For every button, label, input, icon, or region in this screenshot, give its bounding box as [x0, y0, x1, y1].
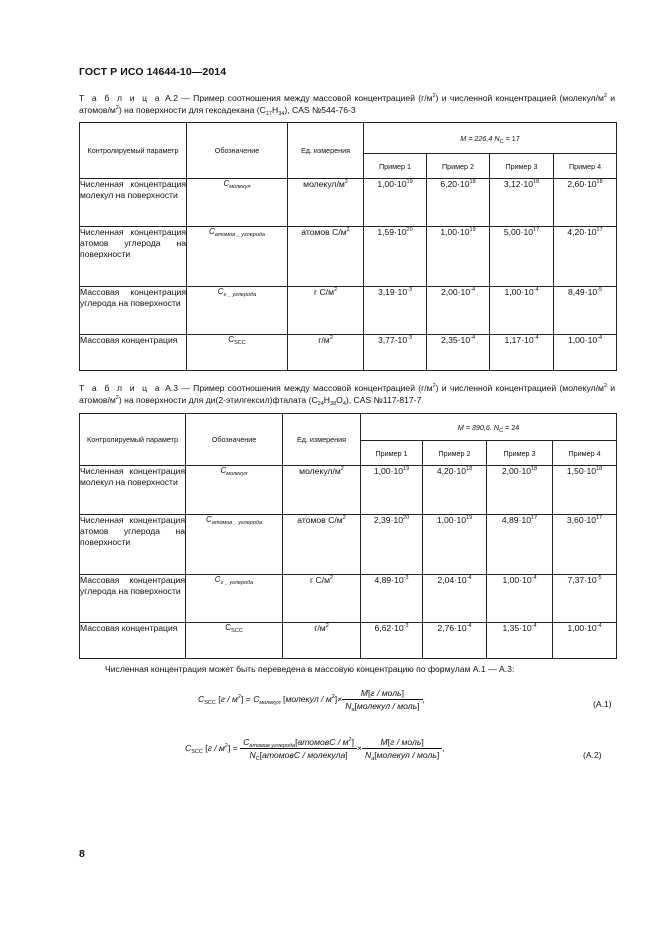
caption-text: и атомов/м — [79, 93, 616, 115]
value-exponent: -4 — [596, 623, 602, 629]
table-a3 — [79, 413, 617, 659]
value-exponent: -4 — [597, 335, 603, 341]
col-header-unit: Ед. измерения — [283, 414, 361, 466]
value-mantissa: 2,39·10 — [373, 515, 404, 525]
conversion-note: Численная концентрация может быть переведена в массовую концентрацию по формулам А.1 — А.3: — [105, 664, 515, 674]
formula-symbol: N — [249, 750, 256, 760]
value-cell — [427, 287, 490, 335]
value-cell — [487, 515, 553, 575]
table-a2-caption — [79, 93, 615, 116]
caption-lead: Т а б л и ц а — [79, 93, 162, 103]
value-mantissa: 1,59·10 — [377, 227, 407, 237]
formula-a2: $C_{SCC}$ $[г / м^2]$ = $\frac{C_{атомов углерода}[атомовС / м^2]}{N_C[атомовС / молекула]}$ × $\frac{\text{M[г / моль]}}{N_a[молекул / моль]}$ , — [185, 737, 445, 762]
value-cell — [361, 515, 423, 575]
value-exponent: -4 — [466, 623, 472, 629]
row-symbol — [187, 287, 288, 335]
unit-sup: 2 — [325, 623, 329, 629]
mass-header — [364, 123, 617, 154]
caption-sup: 2 — [432, 93, 436, 99]
value-mantissa: 2,04·10 — [437, 575, 467, 585]
value-exponent: -4 — [470, 335, 476, 341]
value-exponent: 18 — [531, 466, 538, 472]
caption-sup: 2 — [115, 394, 119, 401]
example-header: Пример 1 — [361, 441, 423, 466]
row-param: Массовая концентрация — [80, 335, 187, 371]
symbol-main: C — [214, 575, 221, 584]
formula-unit: г / м — [207, 742, 225, 753]
row-unit — [283, 515, 361, 575]
row-param: Массовая концентрация углерода на поверхности — [80, 575, 186, 623]
caption-text: ) и численной концентрацией — [435, 383, 557, 393]
row-symbol — [186, 466, 283, 515]
symbol-sub: SCC — [231, 628, 243, 634]
value-cell — [487, 623, 553, 659]
value-exponent: -4 — [466, 575, 472, 581]
caption-number: А.3 — [165, 383, 178, 393]
caption-text: H — [271, 104, 279, 115]
caption-lead: Т а б л и ц а — [79, 383, 162, 393]
value-mantissa: 1,00·10 — [436, 515, 467, 525]
formula-sup: 2 — [331, 693, 335, 700]
value-exponent: 18 — [533, 179, 540, 185]
caption-text: ) на поверхности для ди(2-этилгексил)фталата (C — [118, 394, 318, 405]
formula-symbol: M — [380, 737, 388, 747]
formula-sub: C — [255, 756, 260, 762]
formula-unit: г / моль — [370, 688, 402, 698]
unit-sup: 2 — [333, 287, 338, 293]
col-header-param: Контролируемый параметр — [80, 123, 187, 179]
symbol-main: C — [208, 227, 215, 236]
row-param: Численная концентрация атомов углерода на поверхности — [80, 515, 186, 575]
formula-unit: молекул / моль — [356, 701, 418, 711]
row-symbol — [187, 335, 288, 371]
table-row — [80, 575, 617, 623]
unit-text: молекул/м — [303, 179, 345, 189]
table-row — [80, 466, 617, 515]
value-exponent: -3 — [407, 287, 413, 293]
formula-a1: $C_{SCC}$ $[г / м^2] = C_{молекул}$ [молекул / $м^2]\times$ $\frac{\text{M[г / моль]}}{N_a[молекул / моль]}$ , — [198, 688, 425, 713]
value-exponent: 17 — [531, 515, 538, 521]
caption-sub: 17 — [265, 110, 272, 117]
value-cell — [427, 335, 490, 371]
unit-text: атомов С/м — [297, 515, 343, 525]
formula-sub: SCC — [204, 699, 216, 706]
value-exponent: 20 — [406, 227, 413, 233]
document-header: ГОСТ Р ИСО 14644-10—2014 — [79, 66, 227, 78]
formula-symbol: C — [198, 693, 205, 704]
symbol-sub: молекул — [226, 471, 248, 477]
caption-sub: 34 — [278, 110, 285, 117]
formula-sup: 2 — [237, 693, 241, 700]
unit-sup: 2 — [340, 466, 344, 472]
caption-text: O — [336, 394, 343, 405]
value-mantissa: 3,19·10 — [377, 287, 408, 297]
value-exponent: 18 — [596, 179, 603, 185]
caption-sup: 2 — [115, 104, 119, 111]
caption-number: А.2 — [165, 93, 178, 103]
value-cell — [423, 466, 487, 515]
example-header: Пример 4 — [554, 154, 617, 179]
value-exponent: 19 — [403, 466, 410, 472]
value-mantissa: 1,35·10 — [502, 623, 532, 633]
formula-sub: атомов углерода — [249, 743, 296, 749]
value-mantissa: 4,20·10 — [436, 466, 467, 476]
symbol-main: C — [228, 335, 235, 344]
formula-symbol: N — [364, 750, 372, 760]
value-cell — [427, 179, 490, 227]
row-symbol — [187, 179, 288, 227]
value-mantissa: 4,89·10 — [374, 575, 404, 585]
symbol-main: C — [217, 287, 224, 296]
caption-text: — Пример соотношения между массовой концентрацией (г/м — [181, 93, 433, 103]
caption-sub: 38 — [330, 400, 337, 407]
caption-text: ), CAS №117-817-7 — [345, 394, 422, 405]
value-exponent: 18 — [596, 466, 603, 472]
value-mantissa: 2,00·10 — [501, 466, 532, 476]
row-param: Массовая концентрация — [80, 623, 186, 659]
table-row — [80, 623, 617, 659]
row-symbol — [186, 623, 283, 659]
unit-text: молекул/м — [299, 466, 341, 476]
value-mantissa: 4,20·10 — [567, 227, 597, 237]
value-mantissa: 1,00·10 — [567, 335, 598, 345]
value-exponent: 19 — [466, 515, 473, 521]
table-row — [80, 515, 617, 575]
unit-text: г С/м — [309, 575, 330, 585]
unit-text: атомов С/м — [301, 227, 347, 237]
symbol-sub: молекул — [229, 184, 251, 190]
formula-sub: a — [371, 756, 375, 762]
value-mantissa: 4,89·10 — [501, 515, 532, 525]
unit-text: г/м — [318, 335, 330, 345]
value-cell — [553, 623, 617, 659]
value-exponent: -5 — [597, 287, 603, 293]
formula-unit: г / моль — [390, 737, 422, 747]
value-cell — [554, 227, 617, 287]
value-exponent: -4 — [531, 623, 537, 629]
example-header: Пример 2 — [423, 441, 487, 466]
formula-fraction: $\frac{C_{атомов углерода}[атомовС / м^2]}{N_C[атомовС / молекула]}$ — [240, 737, 357, 760]
value-cell — [423, 575, 487, 623]
value-mantissa: 2,35·10 — [440, 335, 471, 345]
unit-sup: 2 — [342, 515, 346, 521]
value-cell — [423, 515, 487, 575]
symbol-sub: атомов _ углерода — [214, 232, 265, 238]
symbol-sub: SCC — [234, 340, 246, 346]
formula-symbol: C — [253, 693, 260, 704]
unit-sup: 2 — [329, 575, 334, 581]
unit-sup: 2 — [344, 179, 348, 185]
value-exponent: 19 — [469, 227, 476, 233]
value-mantissa: 1,00·10 — [504, 287, 534, 297]
table-row — [80, 287, 617, 335]
value-cell — [364, 335, 427, 371]
value-cell — [553, 466, 617, 515]
value-exponent: 20 — [403, 515, 410, 521]
example-header: Пример 1 — [364, 154, 427, 179]
mass-header-text: M = 390,6. N — [457, 422, 500, 432]
value-mantissa: 5,00·10 — [503, 227, 534, 237]
value-cell — [554, 335, 617, 371]
mass-header-sub: C — [499, 138, 504, 145]
value-exponent: -4 — [533, 287, 539, 293]
value-cell — [553, 515, 617, 575]
mass-header-text: M = 226,4 N — [460, 133, 500, 143]
value-mantissa: 2,60·10 — [567, 179, 597, 189]
example-header: Пример 3 — [487, 441, 553, 466]
formula-sub: молекул — [259, 699, 281, 706]
value-exponent: -5 — [596, 575, 602, 581]
value-exponent: 17 — [533, 227, 540, 233]
table-row — [80, 335, 617, 371]
mass-header-end: = 17 — [503, 133, 520, 143]
formula-symbol: C — [185, 742, 192, 753]
col-header-symbol: Обозначение — [187, 123, 288, 179]
value-cell — [427, 227, 490, 287]
formula-end: , — [442, 742, 445, 753]
caption-text: (молекул/м — [559, 383, 604, 393]
symbol-sub: г _ углерода — [223, 292, 257, 298]
col-header-unit: Ед. измерения — [288, 123, 364, 179]
formula-symbol: C — [243, 737, 250, 747]
value-exponent: -4 — [533, 335, 539, 341]
example-header: Пример 3 — [490, 154, 554, 179]
row-unit — [288, 179, 364, 227]
symbol-sub: атомов _ углерода — [211, 520, 262, 526]
value-cell — [490, 227, 554, 287]
mass-header — [361, 414, 617, 441]
value-mantissa: 3,60·10 — [566, 515, 597, 525]
caption-text: — Пример соотношения между массовой концентрацией (г/м — [181, 383, 433, 393]
formula-times: × — [356, 742, 362, 753]
row-param: Массовая концентрация углерода на поверхности — [80, 287, 187, 335]
formula-unit: молекул / м — [285, 693, 332, 704]
value-exponent: 17 — [596, 227, 603, 233]
value-mantissa: 1,50·10 — [566, 466, 597, 476]
formula-sub: a — [351, 707, 355, 713]
row-unit — [288, 227, 364, 287]
formula-sup: 2 — [224, 742, 228, 749]
caption-sup: 2 — [603, 383, 607, 389]
formula-symbol: M — [360, 688, 368, 698]
row-symbol — [186, 575, 283, 623]
caption-text: H — [323, 394, 331, 405]
value-exponent: -3 — [403, 623, 409, 629]
col-header-param: Контролируемый параметр — [80, 414, 186, 466]
caption-sub: 24 — [317, 400, 324, 407]
equation-label-a1: (А.1) — [593, 699, 612, 709]
unit-text: г С/м — [313, 287, 334, 297]
value-exponent: 17 — [596, 515, 603, 521]
formula-sup: 2 — [348, 737, 352, 743]
mass-header-sub: C — [499, 427, 504, 434]
formula-unit: атомовС / молекула — [262, 750, 346, 760]
value-mantissa: 6,20·10 — [440, 179, 470, 189]
value-cell — [361, 575, 423, 623]
symbol-main: C — [223, 179, 230, 188]
caption-text: ) на поверхности для гексадекана (C — [118, 104, 266, 115]
symbol-main: C — [225, 623, 232, 632]
table-a3-caption — [79, 383, 615, 406]
unit-sup: 2 — [329, 335, 333, 341]
caption-text: (молекул/м — [559, 93, 604, 103]
value-exponent: 19 — [406, 179, 413, 185]
value-mantissa: 6,62·10 — [374, 623, 404, 633]
caption-text: ), CAS №544-76-3 — [284, 104, 356, 115]
table-a2 — [79, 122, 617, 371]
value-cell — [364, 287, 427, 335]
row-symbol — [186, 515, 283, 575]
caption-sup: 2 — [603, 93, 607, 99]
row-unit — [288, 287, 364, 335]
value-mantissa: 1,00·10 — [567, 623, 597, 633]
row-unit — [288, 335, 364, 371]
example-header: Пример 2 — [427, 154, 490, 179]
formula-unit: молекул / моль — [376, 750, 437, 760]
value-mantissa: 1,00·10 — [502, 575, 532, 585]
row-param: Численная концентрация молекул на поверхности — [80, 179, 187, 227]
value-cell — [490, 335, 554, 371]
formula-times: × — [337, 693, 343, 704]
value-mantissa: 3,77·10 — [377, 335, 408, 345]
formula-equals: = — [245, 693, 251, 704]
value-mantissa: 3,12·10 — [503, 179, 534, 189]
value-exponent: 18 — [466, 466, 473, 472]
value-cell — [554, 287, 617, 335]
row-symbol — [187, 227, 288, 287]
value-cell — [361, 623, 423, 659]
symbol-sub: г _ углерода — [220, 580, 254, 586]
caption-sup: 2 — [432, 383, 436, 389]
symbol-main: C — [220, 466, 227, 475]
value-mantissa: 1,00·10 — [373, 466, 404, 476]
value-mantissa: 8,49·10 — [567, 287, 598, 297]
value-cell — [364, 179, 427, 227]
row-param: Численная концентрация атомов углерода на поверхности — [80, 227, 187, 287]
value-mantissa: 2,00·10 — [440, 287, 471, 297]
formula-equals: = — [232, 742, 238, 753]
value-exponent: -3 — [407, 335, 413, 341]
value-cell — [553, 575, 617, 623]
formula-end: , — [422, 693, 425, 704]
mass-header-end: = 24 — [503, 422, 520, 432]
value-exponent: 18 — [469, 179, 476, 185]
unit-text: г/м — [314, 623, 326, 633]
example-header: Пример 4 — [553, 441, 617, 466]
caption-sub: 4 — [342, 400, 346, 407]
value-exponent: -4 — [531, 575, 537, 581]
row-param: Численная концентрация молекул на поверхности — [80, 466, 186, 515]
value-cell — [364, 227, 427, 287]
value-mantissa: 1,00·10 — [377, 179, 407, 189]
row-unit — [283, 575, 361, 623]
value-mantissa: 2,76·10 — [437, 623, 467, 633]
value-cell — [423, 623, 487, 659]
formula-symbol: N — [345, 701, 352, 711]
table-row — [80, 179, 617, 227]
equation-label-a2: (А.2) — [583, 750, 602, 760]
value-mantissa: 7,37·10 — [567, 575, 597, 585]
value-mantissa: 1,17·10 — [504, 335, 534, 345]
formula-fraction: $\frac{\text{M[г / моль]}}{N_a[молекул / моль]}$ — [362, 737, 442, 760]
symbol-main: C — [205, 515, 212, 524]
value-cell — [487, 575, 553, 623]
value-exponent: -3 — [403, 575, 409, 581]
row-unit — [283, 623, 361, 659]
value-cell — [554, 179, 617, 227]
unit-sup: 2 — [346, 227, 350, 233]
col-header-symbol: Обозначение — [186, 414, 283, 466]
value-cell — [487, 466, 553, 515]
table-row — [80, 227, 617, 287]
formula-fraction: $\frac{\text{M[г / моль]}}{N_a[молекул / моль]}$ — [342, 688, 422, 711]
value-cell — [490, 287, 554, 335]
row-unit — [283, 466, 361, 515]
value-mantissa: 1,00·10 — [440, 227, 470, 237]
value-cell — [361, 466, 423, 515]
formula-unit: г / м — [220, 693, 238, 704]
formula-unit: атомовС / м — [297, 737, 349, 747]
caption-text: и атомов/м — [79, 383, 616, 405]
value-exponent: -4 — [470, 287, 476, 293]
value-cell — [490, 179, 554, 227]
page-number: 8 — [79, 848, 85, 860]
caption-text: ) и численной концентрацией — [435, 93, 557, 103]
formula-sub: SCC — [191, 748, 203, 755]
